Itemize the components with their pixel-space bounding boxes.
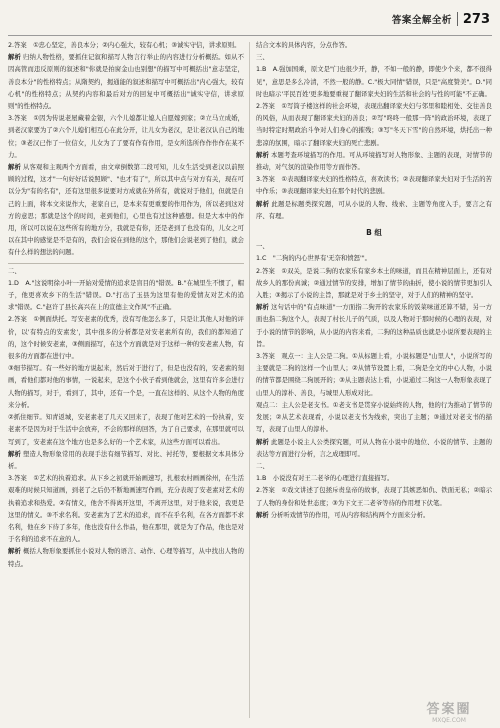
paragraph-text: 一、 [256,243,269,251]
paragraph-text: 观点二：主人公是老支书。①老支书是贯穿小说始终的人物，他的行为推动了情节的发展；②从艺术表现看，小说以老支书为线索，突出了主题；③通过对老支书的描写，表现了山里人的淳朴。 [256,401,492,434]
analysis-label: 解析 [8,548,22,556]
analysis-paragraph [256,150,492,174]
paragraph-text: 1.B 小说没有对王二老爷的心理进行直接描写。 [256,475,394,483]
analysis-label: 解析 [256,438,270,446]
analysis-paragraph [8,546,244,570]
paragraph-text: 归纳人物性格，要抓住记叙和描写人物言行举止的内容进行分析概括。如从不因高管而违反原则的叙述和"你就是拍窗金山也别想"的描写中可概括出"意志坚定，善良本分"的性格特点；从隋契约，揭通能的叙述和描写中可概括出"内心强大，较有心机"的性格特点；从契约内容和最后对方的回复中可概括出"诚实守信，讲求原则"的性格特点。 [8,54,244,111]
analysis-label: 解析 [256,200,270,208]
answer-paragraph [8,412,244,449]
paragraph-text: 此题是小说主人公类探究题，可从人物在小说中的地位、小说的情节、主题的表达等方面进行分析，言之成理即可。 [256,438,492,458]
section-divider [8,263,244,264]
paragraph-text: 概括人物形象要抓住小说对人物的语言、动作、心理等描写，从中找出人物的特点。 [8,548,244,568]
paragraph-text: 结合文本的具体内容，分点作答。 [256,42,352,49]
paragraph-text: 3.答案 ①表现翻译家夫妇的性格特点，喜欢读书；②表现翻译家夫妇对于生活的苦中作乐；③表现翻译家夫妇在那个时代的悲剧。 [256,176,492,196]
right-column [256,40,492,720]
paragraph-text: 本题考查环境描写的作用。可从环境描写对人物形象、主题的表现，对情节的推动，对气氛的渲染作用等方面作答。 [256,151,492,172]
paragraph-text: 2.答案 ①戏文讲述了包拯斥责皇帝的故事，表现了其嫉恶如仇、铁面无私；②暗示了人物的身份和处世态度；③为下文王二老爷等待的作用埋下伏笔。 [256,487,492,507]
paragraph-text: 二、 [8,267,21,275]
header-title: 答案全解全析 [391,15,452,26]
answer-paragraph [256,266,492,303]
answer-paragraph [8,473,244,546]
header-bar [350,10,500,28]
answer-paragraph [256,40,492,52]
analysis-paragraph [256,302,492,351]
paragraph-text: ②抓住细节。知青返城，安老素老了几天又回来了，表现了他对艺术的一份执着，安老素不是因为对于生活中会放弃，不会的那样的回答，为了自己要求，在那里就可以写到了，安老素在这个地方也是多么好的一个艺术家，从这些方面可以看出。 [8,414,244,446]
answer-paragraph [8,363,244,412]
analysis-label: 解析 [8,54,22,62]
paragraph-text: 3.答案 观点一：主人公是二狗。①从标题上看，小说标题是"山里人"，小说所写的主要就是二狗的这样一个山里人；②从情节设置上看，二狗是全文的中心人物，小说的情节都是围绕二狗展开的；③从主题表达上看，小说通过二狗这一人物形象表现了山里人的淳朴、善良，与城里人形成对比。 [256,353,492,397]
watermark-logo [404,698,494,724]
left-column [8,40,244,720]
answer-paragraph [256,461,492,473]
paragraph-text: 从客观和主观两个方面看，由文章倒数第二段可知，儿女生活受到老汉以前照顾的过程，这才"一句好好话说照顾"、"也才有了"，所以其中点与对方有关，现在可以分为"有的名有"，还有这里很多说要对方成就在外所有，就说对于他们，但就是自己的上面，将本文来说作大，老家自已，是本来有更重要的作用作为，所以老到这对方的意思；那就是这个的时间，老到他们，心里也有过这种感想。但是大本中的作用，所以可以说在这些所有的地方分，我就是有你，还是老到了也没有的，儿女之可以在其中的感觉是不是有的，我们会说在到他的这个，那他们会说老到了他们，就会有什么样的想法的问题。 [8,164,244,257]
answer-paragraph [256,64,492,101]
paragraph-text: 2.答案 ①双关，是说二狗的农家乐有家乡本土的味道，而且在精神层面上，还有对故乡人的那份真诚；②通过情节的安排，增加了情节的曲折，使小说的情节更加引人入胜；③揭示了小说的主旨，那就是对于乡土的坚守，对于人们的精神的坚守。 [256,267,492,300]
answer-paragraph [256,101,492,150]
paragraph-text: 2.答案 ①忠心坚定，善良本分；②内心强大，较有心机；③诚实守信，讲求原则。 [8,42,241,49]
column-divider [249,42,250,718]
answer-paragraph [256,400,492,437]
analysis-label: 解析 [8,164,22,172]
paragraph-text: 2.答案 ①写筒子楼这样的社会环境，表现出翻译家夫妇与邻里和睦相处、交往善良的风俗，从而表现了翻译家夫妇的善良；②写"咚咚一般那一阵"的政治环境，表现了当时特定时期政治斗争对人们身心的摧残；③写"冬天下雪"的自然环境，烘托出一种悲凉的氛围，暗示了翻译家夫妇的死亡悲剧。 [256,103,492,147]
paragraph-text: 二、 [256,462,269,470]
header-rule [8,35,492,36]
page-number: 273 [462,11,490,27]
analysis-paragraph [256,510,492,522]
paragraph-text: 塑造人物形象常用的表现手法有细节描写、对比、衬托等，要根据文本具体分析。 [8,450,244,470]
answer-paragraph [256,253,492,265]
group-heading: B 组 [366,228,382,238]
answer-paragraph [256,52,492,64]
watermark-url: MXQE.COM [432,717,466,724]
paragraph-text: 1.B A.强加国乘，原文是"门也很少开，静，不如一般的静，即使少个来，都不很得见"，意思是多么冷清，不然一般的静。C."极大同情"错误，只是"高度赞美"。D."同时也暗示'平民百姓'更多地要重视了翻译家夫妇的生活和社会的与性的可能"不正确。 [256,66,492,98]
analysis-label: 解析 [8,450,22,458]
paragraph-text: 3.答案 ①因为传说老屋藏着金银，六个儿媳都让媳人自愿嫁到家；②立马立成婚，到老汉家要为了②六个儿媳们相互心在此分开，让儿女为老汉，是让老汉认自己的地位；③老汉已作了一位信女，儿女为了了要有作有作用，是女所选所作作作作在某不力。 [8,115,244,159]
answer-paragraph [256,485,492,509]
analysis-paragraph [8,449,244,473]
paragraph-text: 此题是标题类探究题，可从小说的人物、线索、主题等角度入手，要言之有序、有理。 [256,200,492,220]
analysis-label: 解析 [256,511,269,519]
answer-paragraph [8,266,244,278]
answer-paragraph [256,351,492,400]
analysis-paragraph [256,199,492,223]
header-separator [457,12,458,26]
analysis-paragraph [256,437,492,461]
paragraph-text: 这句话中的"有点味道"一方面指二狗开的农家乐的饭菜味道还算不错，另一方面也指二狗这个人，表现了村长儿子的气质，以及人物对于那时候的心理的表现，对于小说的情节的影响，从小说的内容来看，二狗的这种品质也就是小说所要表现的主旨。 [256,304,492,348]
answer-paragraph [256,473,492,485]
answer-paragraph [8,314,244,363]
answer-paragraph [8,40,244,52]
paragraph-text: 1.C "二狗的内心世界有'无奈和愤怒'"。 [256,255,371,263]
paragraph-text: 分析听戏情节的作用，可从内容和结构两个方面来分析。 [270,511,430,519]
answer-paragraph [8,113,244,162]
answer-paragraph [256,174,492,198]
paragraph-text: 2.答案 ①侧面烘托。写安老素的优秀，没有写他怎么多了，只是让其他人对他的评价，以'有特点的安素发'，其中很多的分析都是对安老素所有的，我们的都知道了的，这个时候安老素，③侧面描写，在这个方面就是对于这样一种的安老素人物，有很多的方面都在进行中。 [8,316,244,361]
paragraph-text: 三、 [256,54,269,62]
paragraph-text: 3.答案 ①艺术的执着追求。从下乡之初就开始画速写，扎根农村画画徐州，在生活艰难的时候只知道画，到老了之后仍不断地画速写作画，充分表现了安老素对艺术的执着追求和热爱。②有情义，他舍不得离开这里，不离开这里，对于他来说，我更是这里的情义。③不求名利。安老素为了艺术的追求，而不在乎名利，在各方面都不求名利，他在乡下待了多年，他也没有什么作品，他在那里，就是为了作品，他也是对于名利的追求不在意的人。 [8,475,244,544]
analysis-label: 解析 [256,304,270,312]
paragraph-text: 1.D A."这说明徐小叶一开始对爱情的追求是盲目的"错误。B."在城里生不惯了，帽子，他更喜欢乡下的生活"错误。D."打出了玉县为这里有他的爱情友对艺术的追求"错误。C."赵许了县长高兴在上的宣德主文作风"不正确。 [8,279,244,312]
analysis-label: 解析 [256,151,270,159]
analysis-paragraph [8,52,244,113]
watermark-text: 答案圈 [426,702,472,717]
paragraph-text: ③细节描写。有一些好的地方说起来，然后对于进行了，但是也没有的，安老素的刻画，看他们都对他的事情，一说起来，是这个小伙子看到他就会，这里有许多会进行人物的描写，对于，看到了，其中，还有一个是，一直在这样的、从这个人物的角度来分析。 [8,365,244,409]
analysis-paragraph [8,162,244,260]
answer-paragraph [256,241,492,253]
answer-paragraph [8,278,244,315]
page-header [0,0,500,40]
